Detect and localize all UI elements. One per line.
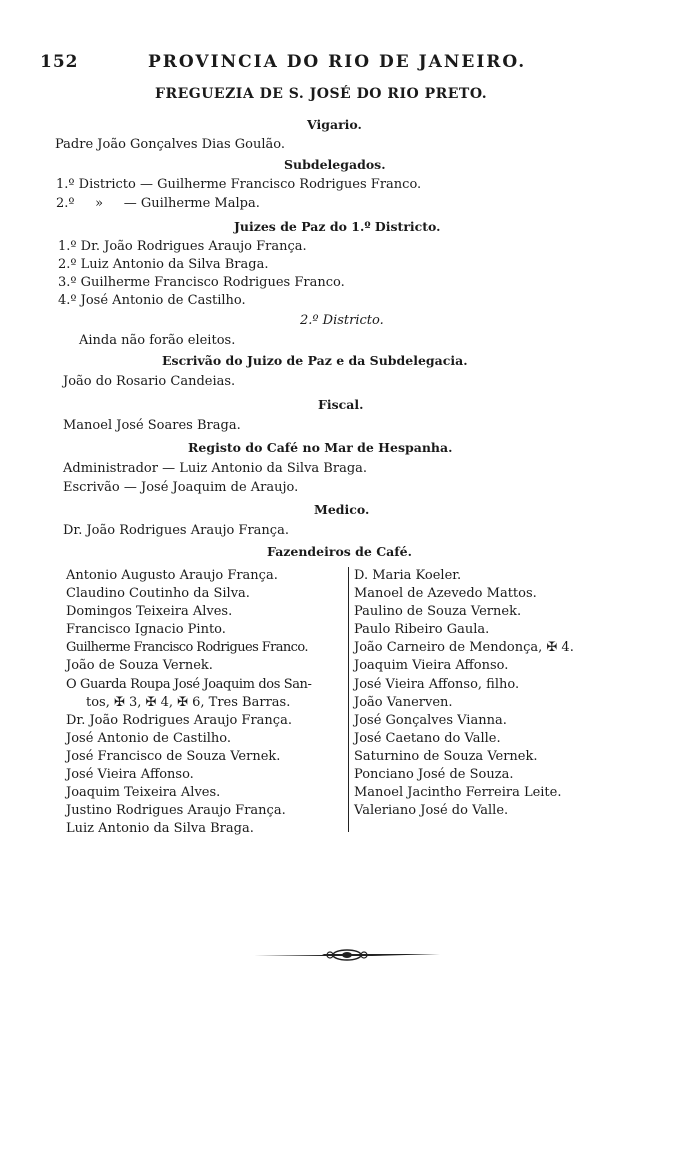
list-item: José Gonçalves Vianna. [354,712,507,728]
heading-fazendeiros: Fazendeiros de Café. [267,544,412,559]
list-item: Paulo Ribeiro Gaula. [354,622,490,638]
list-item: João de Souza Vernek. [66,658,213,674]
list-item: José Vieira Affonso. [66,767,194,783]
running-title: PROVINCIA DO RIO DE JANEIRO. [148,52,527,72]
list-item: Domingos Teixeira Alves. [66,604,233,620]
fiscal-entry: Manoel José Soares Braga. [63,418,241,433]
list-item: Claudino Coutinho da Silva. [66,586,250,602]
juiz-entry: 4.º José Antonio de Castilho. [58,293,246,308]
second-district-note: Ainda não forão eleitos. [79,333,236,348]
list-item: Joaquim Vieira Affonso. [354,658,509,674]
list-item: Antonio Augusto Araujo França. [66,568,278,583]
juiz-entry: 2.º Luiz Antonio da Silva Braga. [58,257,269,272]
list-item: José Vieira Affonso, filho. [354,676,520,692]
list-item: Valeriano José do Valle. [354,803,509,819]
vigario-entry: Padre João Gonçalves Dias Goulão. [55,137,285,152]
heading-vigario: Vigario. [307,117,362,132]
juiz-entry: 3.º Guilherme Francisco Rodrigues Franco. [58,275,345,290]
column-divider [348,567,349,832]
subdelegado-entry: 2.º » — Guilherme Malpa. [56,196,260,211]
registo-entry: Administrador — Luiz Antonio da Silva Braga. [63,461,368,476]
heading-fiscal: Fiscal. [318,397,364,412]
ornament-divider-icon [252,948,442,962]
list-item: Dr. João Rodrigues Araujo França. [66,712,292,728]
list-item: Manoel de Azevedo Mattos. [354,586,537,602]
list-item: José Caetano do Valle. [354,730,501,746]
escrivao-entry: João do Rosario Candeias. [63,374,236,389]
heading-escrivao: Escrivão do Juizo de Paz e da Subdelegacia. [162,353,468,368]
fazendeiros-right-column [354,567,574,820]
list-item: tos, ✠ 3, ✠ 4, ✠ 6, Tres Barras. [86,694,291,710]
fazendeiros-left-column [66,567,312,838]
page-number: 152 [40,52,79,72]
list-item: José Francisco de Souza Vernek. [66,748,281,764]
list-item: Manoel Jacintho Ferreira Leite. [354,785,562,801]
heading-juizes: Juizes de Paz do 1.º Districto. [234,219,441,234]
list-item: Ponciano José de Souza. [354,767,514,783]
list-item: Luiz Antonio da Silva Braga. [66,821,254,837]
list-item: D. Maria Koeler. [354,568,462,583]
list-item: Saturnino de Souza Vernek. [354,748,538,764]
second-district-label: 2.º Districto. [300,313,384,328]
parish-title: FREGUEZIA DE S. JOSÉ DO RIO PRETO. [155,86,488,102]
juiz-entry: 1.º Dr. João Rodrigues Araujo França. [58,239,307,254]
list-item: Justino Rodrigues Araujo França. [66,803,286,819]
subdelegado-entry: 1.º Districto — Guilherme Francisco Rodrigues Franco. [56,177,422,192]
medico-entry: Dr. João Rodrigues Araujo França. [63,523,289,538]
list-item: João Vanerven. [354,694,453,710]
list-item: Francisco Ignacio Pinto. [66,622,226,638]
list-item: Paulino de Souza Vernek. [354,604,522,620]
list-item: Guilherme Francisco Rodrigues Franco. [66,640,308,656]
list-item: O Guarda Roupa José Joaquim dos San- [66,676,312,692]
list-item: Joaquim Teixeira Alves. [66,785,221,801]
heading-medico: Medico. [314,502,370,517]
heading-registo: Registo do Café no Mar de Hespanha. [188,440,453,455]
heading-subdelegados: Subdelegados. [284,157,386,172]
list-item: João Carneiro de Mendonça, ✠ 4. [354,640,574,656]
list-item: José Antonio de Castilho. [66,730,231,746]
registo-entry: Escrivão — José Joaquim de Araujo. [63,480,299,495]
